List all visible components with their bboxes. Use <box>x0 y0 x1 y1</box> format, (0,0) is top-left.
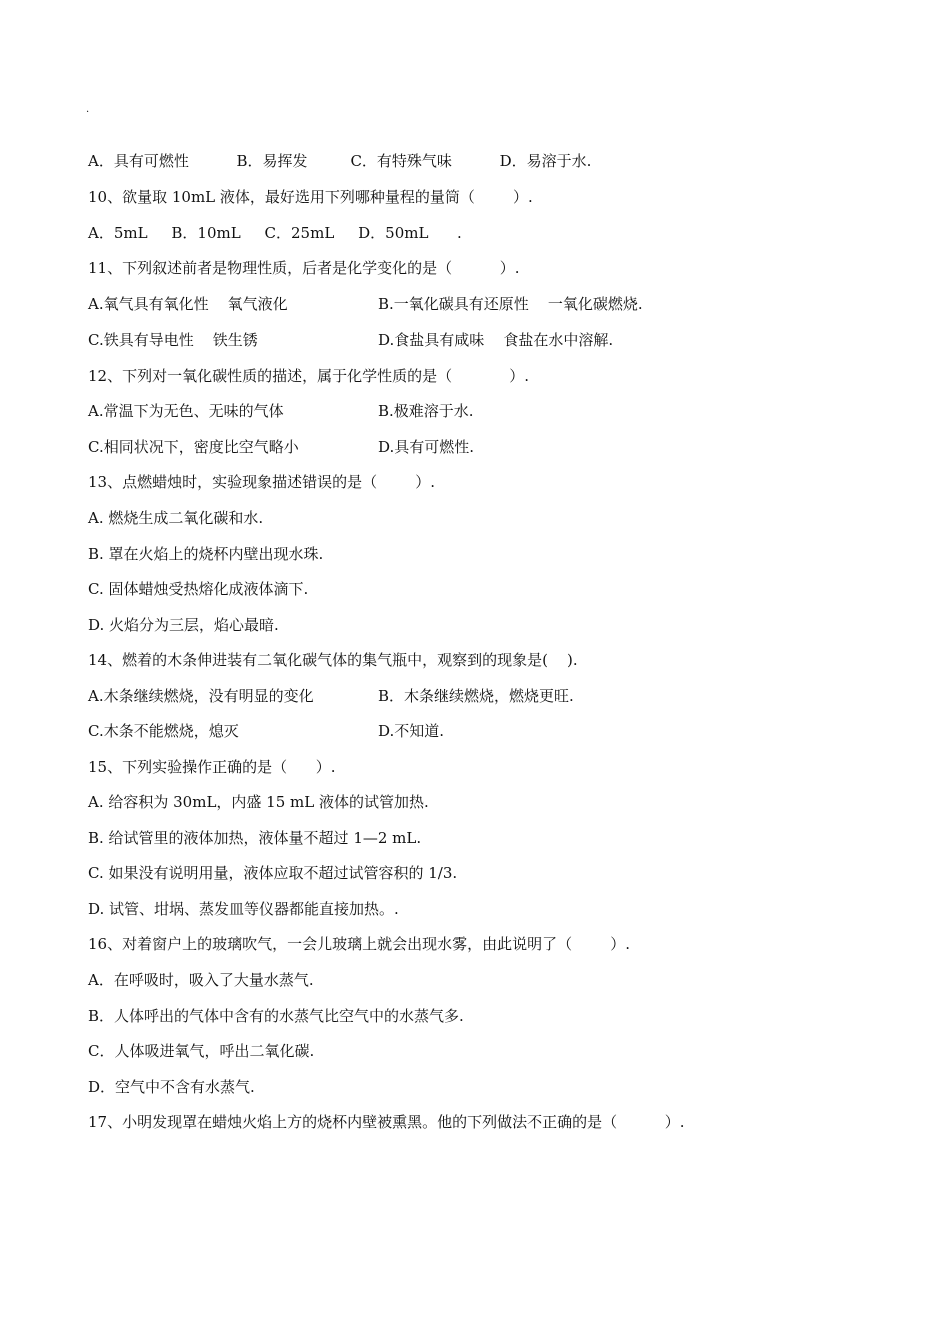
q13-stem: 13、点燃蜡烛时，实验现象描述错误的是（ ）. <box>88 473 436 491</box>
q14-option-b: B．木条继续燃烧，燃烧更旺. <box>378 687 574 705</box>
q13-option-a: A. 燃烧生成二氧化碳和水. <box>88 509 264 527</box>
q9-options: A．具有可燃性 B．易挥发 C．有特殊气味 D．易溶于水. <box>88 152 592 170</box>
q15-option-c: C. 如果没有说明用量，液体应取不超过试管容积的 1/3. <box>88 864 458 882</box>
q15-stem: 15、下列实验操作正确的是（ ）. <box>88 758 336 776</box>
q10-stem: 10、欲量取 10mL 液体，最好选用下列哪种量程的量筒（ ）. <box>88 188 533 206</box>
q11-option-a: A.氧气具有氧化性 氧气液化 <box>88 295 288 313</box>
q12-option-d: D.具有可燃性. <box>378 438 475 456</box>
q10-options: A．5mL B．10mL C．25mL D．50mL . <box>88 224 462 242</box>
q16-option-c: C．人体吸进氧气，呼出二氧化碳. <box>88 1042 315 1060</box>
q14-option-c: C.木条不能燃烧，熄灭 <box>88 722 239 740</box>
q11-option-b: B.一氧化碳具有还原性 一氧化碳燃烧. <box>378 295 643 313</box>
q13-option-d: D. 火焰分为三层，焰心最暗. <box>88 616 279 634</box>
q12-stem: 12、下列对一氧化碳性质的描述，属于化学性质的是（ ）. <box>88 367 530 385</box>
q15-option-a: A. 给容积为 30mL，内盛 15 mL 液体的试管加热. <box>88 793 429 811</box>
q17-stem: 17、小明发现罩在蜡烛火焰上方的烧杯内壁被熏黑。他的下列做法不正确的是（ ）. <box>88 1113 685 1131</box>
q16-option-d: D．空气中不含有水蒸气. <box>88 1078 255 1096</box>
q12-option-a: A.常温下为无色、无味的气体 <box>88 402 284 420</box>
q11-option-d: D.食盐具有咸味 食盐在水中溶解. <box>378 331 614 349</box>
q16-option-b: B．人体呼出的气体中含有的水蒸气比空气中的水蒸气多. <box>88 1007 464 1025</box>
header-mark: . <box>86 104 90 115</box>
q11-stem: 11、下列叙述前者是物理性质，后者是化学变化的是（ ）. <box>88 259 520 277</box>
q11-option-c: C.铁具有导电性 铁生锈 <box>88 331 258 349</box>
q15-option-b: B. 给试管里的液体加热，液体量不超过 1—2 mL. <box>88 829 422 847</box>
q13-option-b: B. 罩在火焰上的烧杯内壁出现水珠. <box>88 545 324 563</box>
q14-stem: 14、燃着的木条伸进装有二氧化碳气体的集气瓶中，观察到的现象是( ). <box>88 651 578 669</box>
q14-option-a: A.木条继续燃烧，没有明显的变化 <box>88 687 314 705</box>
q12-option-b: B.极难溶于水. <box>378 402 474 420</box>
q12-option-c: C.相同状况下，密度比空气略小 <box>88 438 299 456</box>
q16-option-a: A．在呼吸时，吸入了大量水蒸气. <box>88 971 314 989</box>
q13-option-c: C. 固体蜡烛受热熔化成液体滴下. <box>88 580 309 598</box>
q16-stem: 16、对着窗户上的玻璃吹气，一会儿玻璃上就会出现水雾，由此说明了（ ）. <box>88 935 631 953</box>
q15-option-d: D. 试管、坩埚、蒸发皿等仪器都能直接加热。. <box>88 900 399 918</box>
q14-option-d: D.不知道. <box>378 722 445 740</box>
